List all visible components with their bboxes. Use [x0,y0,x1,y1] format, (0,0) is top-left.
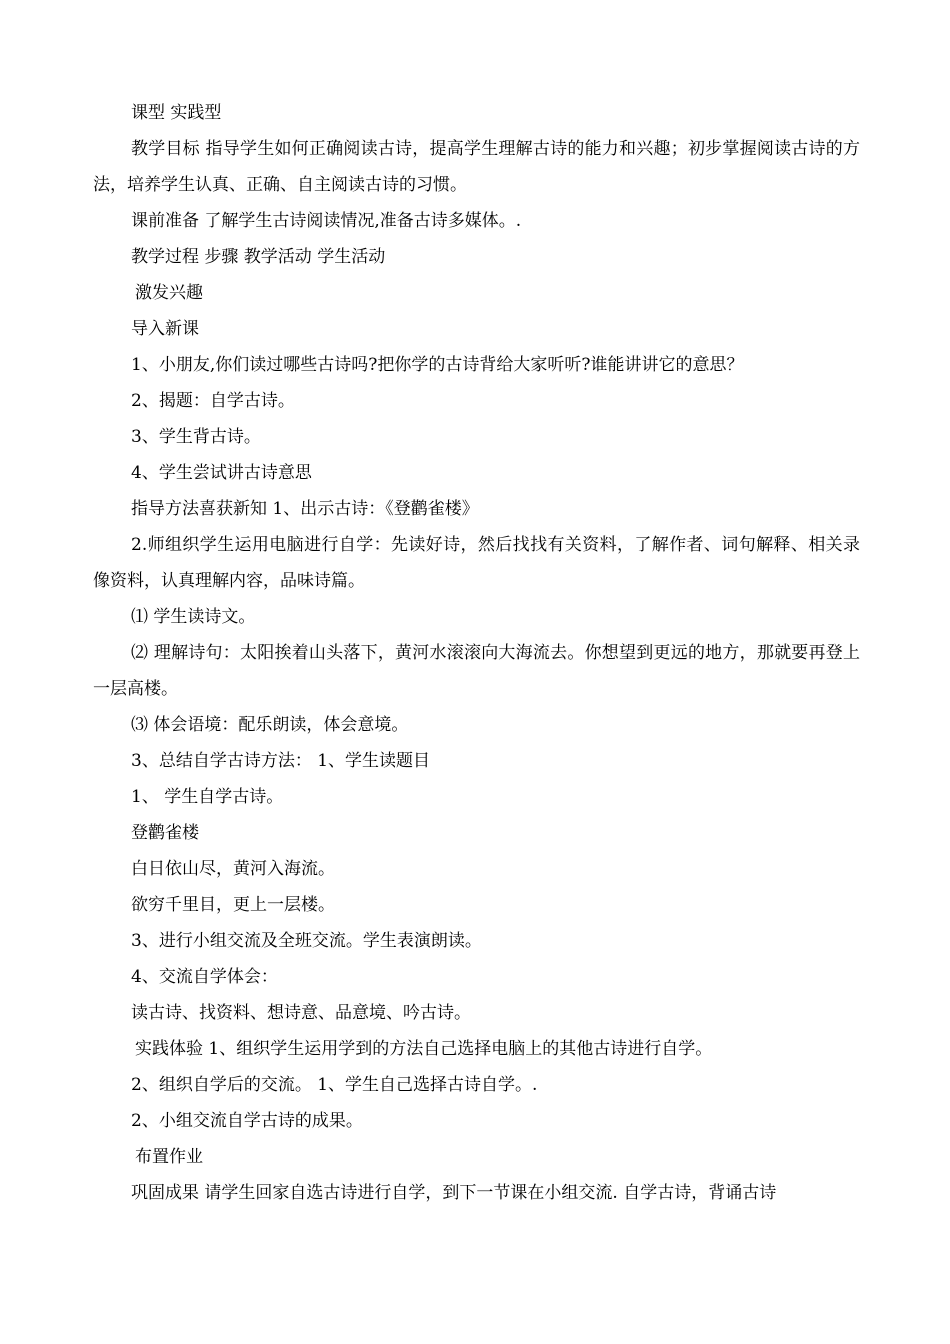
list-item: 2、组织自学后的交流。 1、学生自己选择古诗自学。. [131,1075,538,1095]
poem-line: 白日依山尽，黄河入海流。 [131,859,335,879]
list-item: 3、进行小组交流及全班交流。学生表演朗读。 [131,931,482,951]
list-item: 1、小朋友,你们读过哪些古诗吗?把你学的古诗背给大家听听?谁能讲讲它的意思？ [131,355,744,375]
list-item: 读古诗、找资料、想诗意、品意境、吟古诗。 [131,1003,471,1023]
list-item: 3、总结自学古诗方法： 1、学生读题目 [131,751,431,771]
list-item: 4、交流自学体会： [131,967,278,987]
teaching-objective: 教学目标 指导学生如何正确阅读古诗，提高学生理解古诗的能力和兴趣；初步掌握阅读古诗的方法，培养学生认真、正确、自主阅读古诗的习惯。 [93,139,860,195]
list-item: 1、 学生自学古诗。 [131,787,284,807]
list-item: 2、小组交流自学古诗的成果。 [131,1111,363,1131]
poem-title: 登鹳雀楼 [131,823,199,843]
list-item: ⑵ 理解诗句：太阳挨着山头落下，黄河水滚滚向大海流去。你想望到更远的地方，那就要再登上一层高楼。 [93,643,860,699]
section-heading: 激发兴趣 [135,283,203,303]
list-item: 2.师组织学生运用电脑进行自学：先读好诗，然后找找有关资料，了解作者、词句解释、相关录像资料，认真理解内容，品味诗篇。 [93,535,860,591]
document-body [93,95,860,1211]
list-item: 2、揭题：自学古诗。 [131,391,295,411]
poem-line: 欲穷千里目，更上一层楼。 [131,895,335,915]
section-heading: 布置作业 [135,1147,203,1167]
list-item: 指导方法喜获新知 1、出示古诗：《登鹳雀楼》 [131,499,479,519]
list-item: 实践体验 1、组织学生运用学到的方法自己选择电脑上的其他古诗进行自学。 [135,1039,713,1059]
section-heading: 导入新课 [131,319,199,339]
lesson-type: 课型 实践型 [131,103,222,123]
list-item: 巩固成果 请学生回家自选古诗进行自学，到下一节课在小组交流. 自学古诗，背诵古诗 [131,1183,777,1203]
preparation: 课前准备 了解学生古诗阅读情况,准备古诗多媒体。. [131,211,522,231]
list-item: ⑴ 学生读诗文。 [131,607,256,627]
list-item: 4、学生尝试讲古诗意思 [131,463,312,483]
list-item: 3、学生背古诗。 [131,427,261,447]
list-item: ⑶ 体会语境：配乐朗读，体会意境。 [131,715,409,735]
process-header: 教学过程 步骤 教学活动 学生活动 [131,247,386,267]
